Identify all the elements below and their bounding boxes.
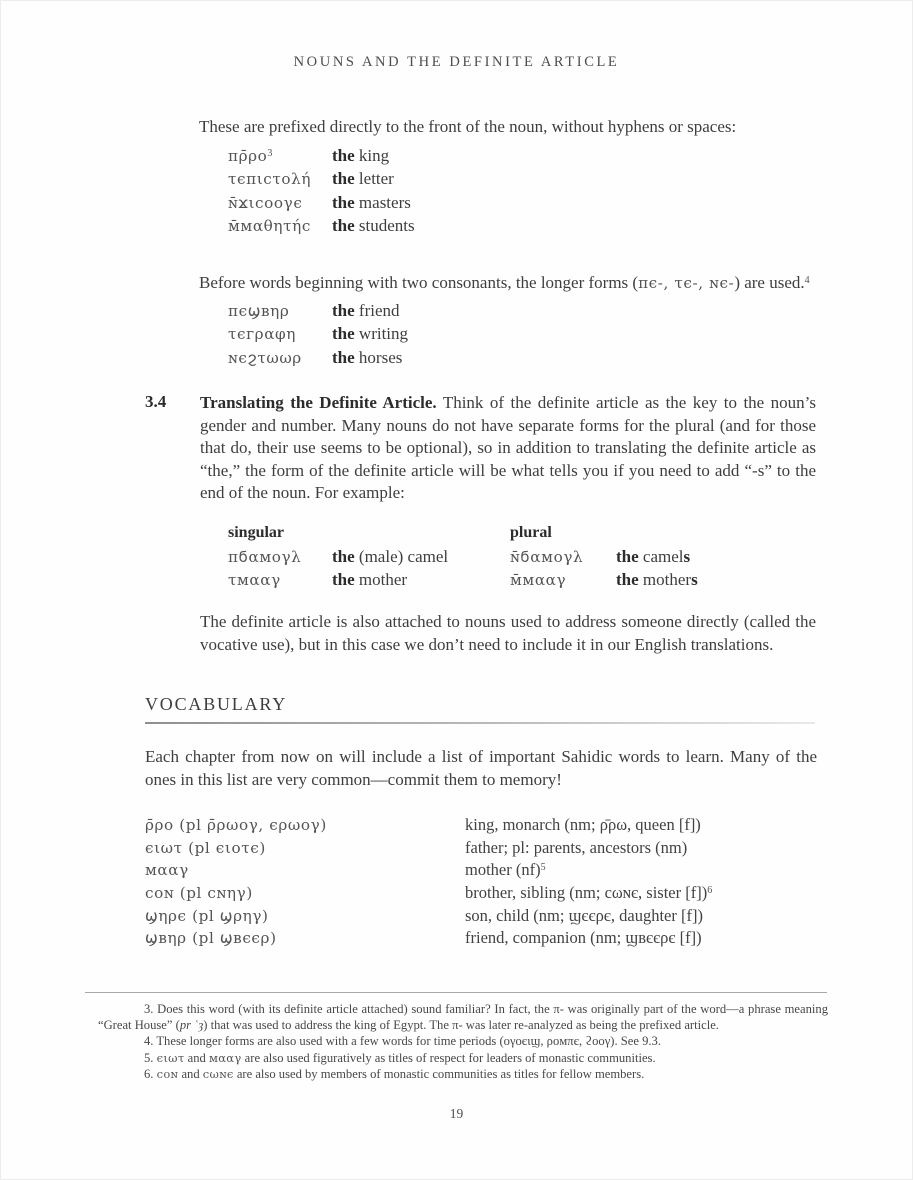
footnote-marker: 6 xyxy=(707,885,713,897)
coptic-inline: cοɴ xyxy=(156,1066,179,1081)
english-gloss: son, child (nm; ϣєєρє, daughter [f]) xyxy=(465,905,703,925)
column-header-plural: plural xyxy=(510,524,552,541)
footnote-3: 3. Does this word (with its definite article attached) sound familiar? In fact, the π- was originally part of the word—a phrase meaning “Great House” (pr ʿȝ) that was used to address the king of Egypt. The π- was later re-analyzed as being the prefixed article. xyxy=(98,1002,828,1033)
footnote-4: 4. These longer forms are also used with a few words for time periods (ογοєιϣ, ροᴍπє, ϩοογ). See 9.3. xyxy=(144,1034,661,1049)
coptic-word: cοɴ (pl cɴηγ) xyxy=(145,884,253,903)
table-row xyxy=(228,348,408,371)
english-gloss: brother, sibling (nm; cωɴє, sister [f])$^6$ xyxy=(465,883,713,903)
coptic-word: τєπιcτολή xyxy=(228,170,312,189)
gloss-text: the letter xyxy=(332,169,394,189)
coptic-inline: єιωτ xyxy=(156,1050,185,1065)
section-title: Translating the Definite Article. xyxy=(200,393,437,412)
footnote-marker: 4 xyxy=(804,275,810,286)
heading-rule xyxy=(145,722,815,724)
coptic-word: ᴍααγ xyxy=(145,861,189,880)
gloss-text: the king xyxy=(332,146,390,165)
vocab-row xyxy=(145,838,817,861)
vocab-row xyxy=(145,928,817,951)
coptic-word: τᴍααγ xyxy=(228,571,281,590)
table-row xyxy=(228,193,415,216)
column-header-singular: singular xyxy=(228,524,285,541)
coptic-word: πєϣʙηρ xyxy=(228,302,290,320)
gloss-text: the (male) camel xyxy=(332,547,449,567)
coptic-word: ɴєϩτωωρ xyxy=(228,348,302,367)
gloss-text: the mother xyxy=(332,570,408,590)
gloss-text: the friend xyxy=(332,301,400,320)
coptic-inline: cωɴє xyxy=(202,1066,234,1081)
running-header: NOUNS AND THE DEFINITE ARTICLE xyxy=(293,54,620,70)
gloss-text: the writing xyxy=(332,324,409,344)
footnote-6: 6. cοɴ and cωɴє are also used by members of monastic communities as titles for fellow members. xyxy=(144,1066,645,1081)
english-gloss: king, monarch (nm; ρ̄ρω, queen [f]) xyxy=(465,815,701,834)
english-gloss: friend, companion (nm; ϣʙєєρє [f]) xyxy=(465,928,702,948)
gloss-text: the camels xyxy=(616,547,691,567)
footnotes-block xyxy=(98,1001,828,1082)
table-row xyxy=(228,146,415,169)
vocab-row xyxy=(145,860,817,883)
paragraph-vocative: The definite article is also attached to nouns used to address someone directly (called the vocative use), but in this case we don’t need to include it in our English translations. xyxy=(200,612,816,654)
vocabulary-heading: VOCABULARY xyxy=(145,694,288,714)
paragraph-longer-forms: Before words beginning with two consonants, the longer forms (πє-, τє-, ɴє-) are used.$^4$ xyxy=(199,273,810,292)
vocab-row xyxy=(145,815,817,838)
transliteration: pr ʿȝ xyxy=(179,1018,204,1033)
footnote-separator xyxy=(85,992,827,993)
gloss-table-long-forms xyxy=(228,301,408,371)
coptic-inline: πє-, τє-, ɴє- xyxy=(638,274,735,292)
coptic-word: ɴ̄ϭαᴍογλ xyxy=(510,548,584,567)
gloss-text: the masters xyxy=(332,192,411,212)
gloss-table-short-forms xyxy=(228,146,415,240)
section-number: 3.4 xyxy=(145,392,167,411)
paragraph-intro: These are prefixed directly to the front of the noun, without hyphens or spaces: xyxy=(199,117,737,136)
coptic-word: πϭαᴍογλ xyxy=(228,548,302,567)
footnote-5: 5. єιωτ and ᴍααγ are also used figuratively as titles of respect for leaders of monastic communities. xyxy=(144,1050,656,1065)
gloss-text: the students xyxy=(332,216,415,236)
footnote-marker: 5 xyxy=(540,862,546,874)
coptic-word: ᴍ̄ᴍααγ xyxy=(510,571,567,590)
coptic-word: ϣηρє (pl ϣρηγ) xyxy=(145,906,269,925)
vocabulary-list xyxy=(145,815,817,951)
paragraph-vocab-intro: Each chapter from now on will include a list of important Sahidic words to learn. Many of the ones in this list are very common—commit them to memory! xyxy=(145,747,817,789)
vocab-row xyxy=(145,883,817,906)
coptic-word: πρ̄ρο xyxy=(228,147,268,165)
table-row xyxy=(228,324,408,347)
table-row xyxy=(228,216,415,239)
coptic-inline: ᴍααγ xyxy=(208,1050,242,1065)
table-row xyxy=(228,169,415,192)
gloss-text: the horses xyxy=(332,347,403,367)
page-number: 19 xyxy=(449,1106,464,1121)
english-gloss: mother (nf)$^5$ xyxy=(465,860,546,880)
section-paragraph: Translating the Definite Article. Think of the definite article as the key to the noun’s gender and number. Many nouns do not have separate forms for the plural (and for those that do, their use seems to be optional), so in addition to translating the definite article as “the,” the form of the definite article will be what tells you if you need to add “-s” to the end of the noun. For example: xyxy=(200,393,816,503)
english-gloss: father; pl: parents, ancestors (nm) xyxy=(465,837,688,857)
footnote-marker: 3 xyxy=(267,148,273,159)
coptic-word: ɴ̄ϫιcοογє xyxy=(228,193,303,212)
coptic-word: ᴍ̄ᴍαθητήc xyxy=(228,217,311,236)
coptic-word: єιωτ (pl єιοτє) xyxy=(145,838,266,857)
table-row xyxy=(228,301,408,324)
coptic-word: ρ̄ρο (pl ρ̄ρωογ, єρωογ) xyxy=(145,816,327,834)
coptic-word: τєгραφη xyxy=(228,325,296,344)
coptic-word: ϣʙηρ (pl ϣʙєєρ) xyxy=(145,929,277,948)
vocab-row xyxy=(145,906,817,929)
gloss-text: the mothers xyxy=(616,570,698,590)
singular-plural-table xyxy=(228,524,836,594)
